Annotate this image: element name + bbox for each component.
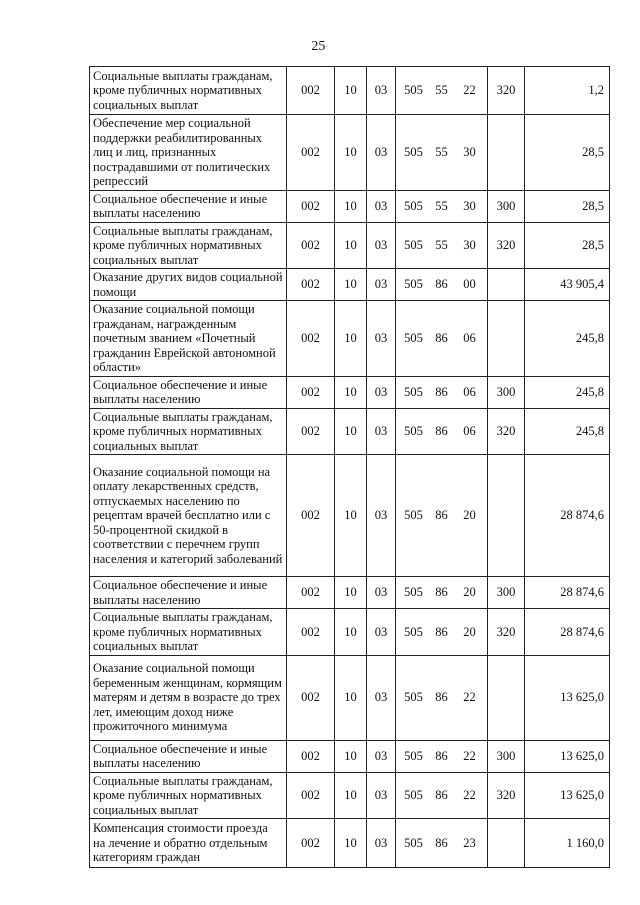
section-code: 10: [335, 655, 367, 740]
section-code: 10: [335, 408, 367, 455]
target-article-part-3: 06: [463, 424, 476, 438]
table-row: [90, 190, 610, 222]
expense-type-code: 300: [488, 577, 525, 609]
ministry-code: 002: [287, 655, 335, 740]
target-article-part-2: 55: [435, 145, 448, 159]
target-article-code: [396, 190, 488, 222]
target-article-code: [396, 269, 488, 301]
budget-table: [89, 66, 610, 868]
target-article-code: [396, 408, 488, 455]
subsection-code: 03: [367, 301, 396, 377]
target-article-part-3: 22: [463, 748, 476, 763]
subsection-code: 03: [367, 577, 396, 609]
section-code: 10: [335, 819, 367, 868]
amount: 28,5: [525, 190, 610, 222]
table-row: [90, 376, 610, 408]
target-article-part-2: 55: [435, 83, 448, 98]
amount: 13 625,0: [525, 772, 610, 819]
target-article-code: [396, 115, 488, 191]
target-article-part-1: 505: [404, 424, 423, 438]
ministry-code: 002: [287, 772, 335, 819]
table-row: [90, 67, 610, 115]
ministry-code: 002: [287, 609, 335, 656]
subsection-code: 03: [367, 819, 396, 868]
row-name: Оказание социальной помощи гражданам, награжденным почетным званием «Почетный гражданин Еврейской автономной области»: [90, 301, 287, 377]
table-row: [90, 408, 610, 455]
target-article-part-1: 505: [404, 748, 423, 763]
section-code: 10: [335, 190, 367, 222]
subsection-code: 03: [367, 115, 396, 191]
subsection-code: 03: [367, 655, 396, 740]
section-code: 10: [335, 577, 367, 609]
section-code: 10: [335, 269, 367, 301]
target-article-part-1: 505: [404, 238, 423, 252]
target-article-part-3: 06: [463, 331, 476, 345]
budget-table-body: [90, 67, 610, 868]
ministry-code: 002: [287, 408, 335, 455]
table-row: [90, 609, 610, 656]
ministry-code: 002: [287, 190, 335, 222]
ministry-code: 002: [287, 577, 335, 609]
row-name: Социальное обеспечение и иные выплаты населению: [90, 740, 287, 772]
target-article-part-2: 86: [435, 424, 448, 438]
target-article-part-1: 505: [404, 585, 423, 600]
target-article-part-2: 86: [435, 624, 448, 639]
subsection-code: 03: [367, 455, 396, 577]
subsection-code: 03: [367, 67, 396, 115]
section-code: 10: [335, 376, 367, 408]
amount: 28 874,6: [525, 455, 610, 577]
row-name: Социальные выплаты гражданам, кроме публичных нормативных социальных выплат: [90, 67, 287, 115]
expense-type-code: 320: [488, 609, 525, 656]
table-row: [90, 269, 610, 301]
page-number-value: 25: [311, 39, 326, 54]
row-name: Оказание других видов социальной помощи: [90, 269, 287, 301]
table-row: [90, 301, 610, 377]
ministry-code: 002: [287, 740, 335, 772]
target-article-part-1: 505: [404, 145, 423, 159]
target-article-code: [396, 455, 488, 577]
page-number-marks: ·: [325, 42, 329, 53]
table-row: [90, 455, 610, 577]
ministry-code: 002: [287, 222, 335, 269]
amount: 28,5: [525, 222, 610, 269]
target-article-part-2: 86: [435, 384, 448, 399]
target-article-part-3: 22: [463, 83, 476, 98]
target-article-part-1: 505: [404, 384, 423, 399]
subsection-code: 03: [367, 269, 396, 301]
target-article-code: [396, 772, 488, 819]
amount: 28 874,6: [525, 609, 610, 656]
target-article-part-2: 86: [435, 331, 448, 345]
section-code: 10: [335, 740, 367, 772]
expense-type-code: [488, 655, 525, 740]
subsection-code: 03: [367, 772, 396, 819]
target-article-part-1: 505: [404, 277, 423, 292]
table-row: [90, 577, 610, 609]
subsection-code: 03: [367, 190, 396, 222]
target-article-code: [396, 609, 488, 656]
table-row: [90, 655, 610, 740]
table-row: [90, 115, 610, 191]
expense-type-code: 320: [488, 408, 525, 455]
target-article-part-2: 86: [435, 748, 448, 763]
ministry-code: 002: [287, 455, 335, 577]
target-article-part-3: 20: [463, 624, 476, 639]
row-name: Социальные выплаты гражданам, кроме публичных нормативных социальных выплат: [90, 222, 287, 269]
section-code: 10: [335, 609, 367, 656]
table-row: [90, 740, 610, 772]
target-article-part-1: 505: [404, 788, 423, 802]
amount: 13 625,0: [525, 655, 610, 740]
ministry-code: 002: [287, 67, 335, 115]
row-name: Компенсация стоимости проезда на лечение и обратно отдельным категориям граждан: [90, 819, 287, 868]
ministry-code: 002: [287, 269, 335, 301]
subsection-code: 03: [367, 609, 396, 656]
target-article-part-3: 30: [463, 145, 476, 159]
section-code: 10: [335, 301, 367, 377]
target-article-part-2: 86: [435, 508, 448, 523]
target-article-part-3: 20: [463, 508, 476, 523]
expense-type-code: 300: [488, 740, 525, 772]
target-article-code: [396, 655, 488, 740]
section-code: 10: [335, 115, 367, 191]
amount: 245,8: [525, 301, 610, 377]
target-article-part-2: 86: [435, 585, 448, 600]
row-name: Социальные выплаты гражданам, кроме публичных нормативных социальных выплат: [90, 772, 287, 819]
section-code: 10: [335, 67, 367, 115]
target-article-code: [396, 577, 488, 609]
expense-type-code: [488, 455, 525, 577]
target-article-code: [396, 67, 488, 115]
table-row: [90, 772, 610, 819]
section-code: 10: [335, 222, 367, 269]
target-article-part-2: 86: [435, 788, 448, 802]
subsection-code: 03: [367, 376, 396, 408]
target-article-part-2: 86: [435, 277, 448, 292]
section-code: 10: [335, 772, 367, 819]
amount: 1,2: [525, 67, 610, 115]
target-article-part-3: 23: [463, 835, 476, 850]
table-row: [90, 222, 610, 269]
target-article-code: [396, 222, 488, 269]
expense-type-code: [488, 819, 525, 868]
amount: 28,5: [525, 115, 610, 191]
amount: 43 905,4: [525, 269, 610, 301]
target-article-part-1: 505: [404, 624, 423, 639]
amount: 28 874,6: [525, 577, 610, 609]
row-name: Социальные выплаты гражданам, кроме публичных нормативных социальных выплат: [90, 609, 287, 656]
row-name: Обеспечение мер социальной поддержки реабилитированных лиц и лиц, признанных пострадавшими от политических репрессий: [90, 115, 287, 191]
expense-type-code: 300: [488, 376, 525, 408]
target-article-part-1: 505: [404, 690, 423, 705]
row-name: Социальное обеспечение и иные выплаты населению: [90, 190, 287, 222]
row-name: Оказание социальной помощи беременным женщинам, кормящим матерям и детям в возрасте до трех лет, имеющим доход ниже прожиточного минимума: [90, 655, 287, 740]
target-article-code: [396, 301, 488, 377]
expense-type-code: [488, 301, 525, 377]
row-name: Оказание социальной помощи на оплату лекарственных средств, отпускаемых населению по рецептам врачей бесплатно или с 50-процентной скидкой в соответствии с перечнем групп населения и категорий заболеваний: [90, 455, 287, 577]
ministry-code: 002: [287, 819, 335, 868]
target-article-part-1: 505: [404, 83, 423, 98]
expense-type-code: [488, 269, 525, 301]
target-article-part-1: 505: [404, 508, 423, 523]
ministry-code: 002: [287, 376, 335, 408]
section-code: 10: [335, 455, 367, 577]
target-article-code: [396, 740, 488, 772]
target-article-code: [396, 819, 488, 868]
subsection-code: 03: [367, 222, 396, 269]
target-article-part-3: 06: [463, 384, 476, 399]
amount: 1 160,0: [525, 819, 610, 868]
target-article-part-1: 505: [404, 331, 423, 345]
row-name: Социальное обеспечение и иные выплаты населению: [90, 376, 287, 408]
target-article-part-1: 505: [404, 835, 423, 850]
target-article-part-2: 86: [435, 835, 448, 850]
row-name: Социальные выплаты гражданам, кроме публичных нормативных социальных выплат: [90, 408, 287, 455]
table-row: [90, 819, 610, 868]
target-article-part-3: 00: [463, 277, 476, 292]
ministry-code: 002: [287, 115, 335, 191]
expense-type-code: 300: [488, 190, 525, 222]
target-article-part-3: 22: [463, 690, 476, 705]
target-article-part-2: 55: [435, 238, 448, 252]
row-name: Социальное обеспечение и иные выплаты населению: [90, 577, 287, 609]
amount: 13 625,0: [525, 740, 610, 772]
target-article-part-2: 55: [435, 198, 448, 213]
expense-type-code: [488, 115, 525, 191]
target-article-part-3: 20: [463, 585, 476, 600]
target-article-part-3: 30: [463, 238, 476, 252]
expense-type-code: 320: [488, 772, 525, 819]
expense-type-code: 320: [488, 67, 525, 115]
amount: 245,8: [525, 376, 610, 408]
expense-type-code: 320: [488, 222, 525, 269]
amount: 245,8: [525, 408, 610, 455]
target-article-part-3: 30: [463, 198, 476, 213]
target-article-part-2: 86: [435, 690, 448, 705]
target-article-code: [396, 376, 488, 408]
target-article-part-3: 22: [463, 788, 476, 802]
subsection-code: 03: [367, 740, 396, 772]
subsection-code: 03: [367, 408, 396, 455]
target-article-part-1: 505: [404, 198, 423, 213]
page-number: [0, 39, 640, 55]
ministry-code: 002: [287, 301, 335, 377]
